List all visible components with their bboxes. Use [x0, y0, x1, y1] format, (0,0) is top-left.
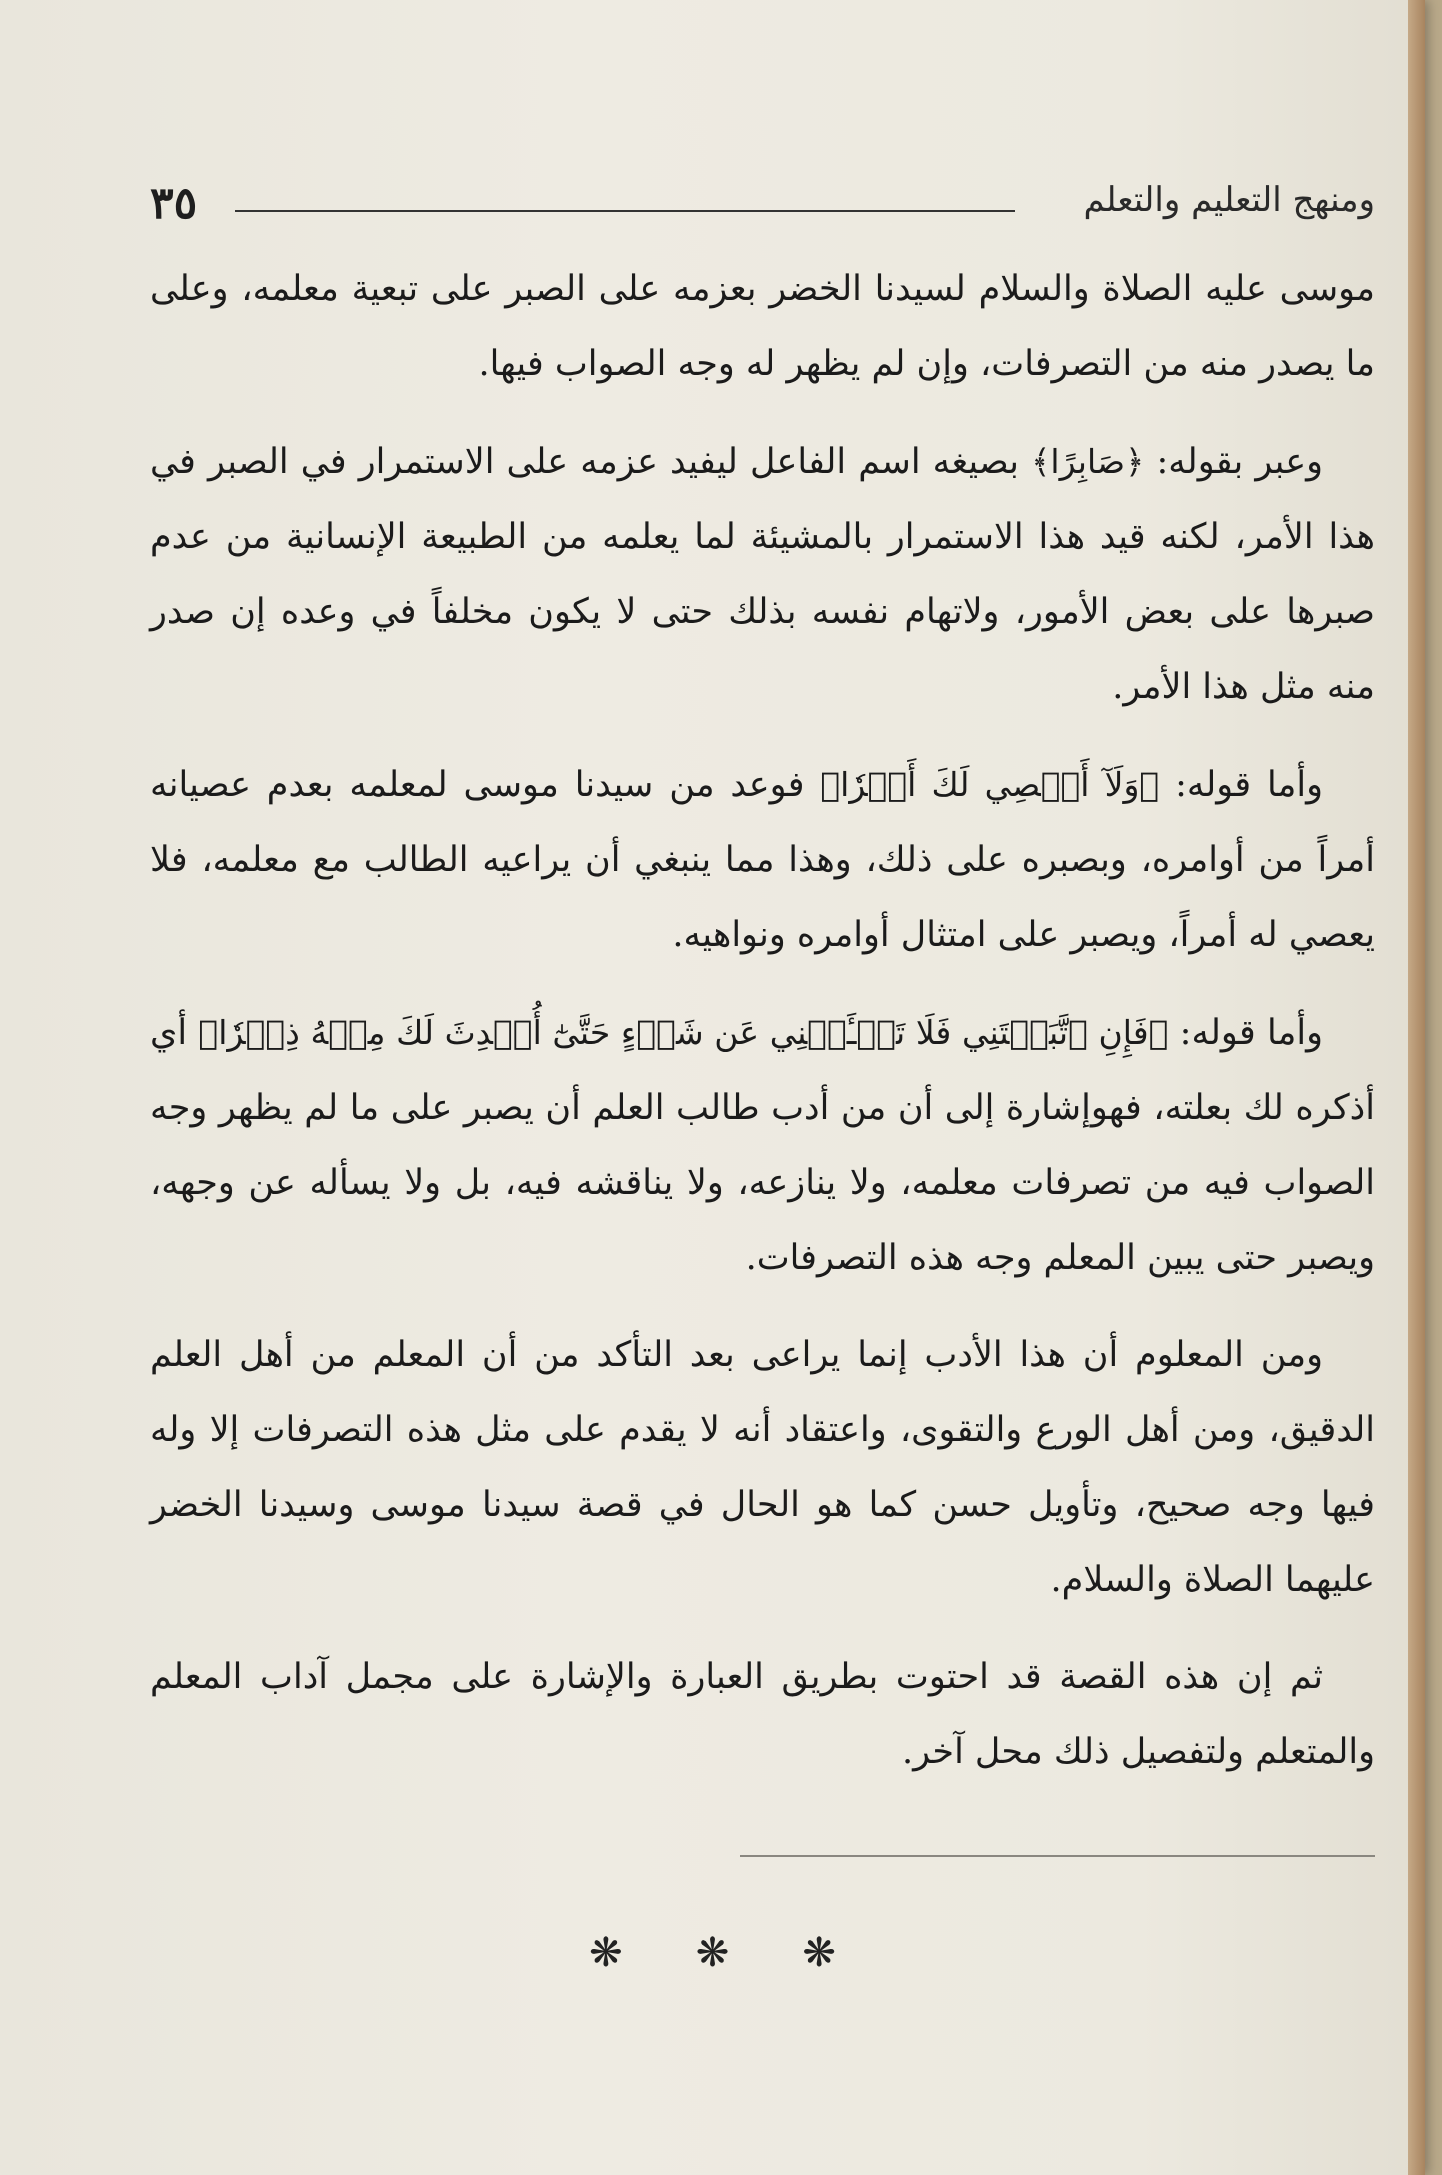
- body-text: [150, 252, 1375, 1812]
- paragraph-4: [150, 995, 1375, 1296]
- paragraph-2-body: بصيغه اسم الفاعل ليفيد عزمه على الاستمرار في الصبر في هذا الأمر، لكنه قيد هذا الاستمرار بالمشيئة لما يعلمه من الطبيعة الإنسانية من عدم صبرها على بعض الأمور، ولاتهام نفسه بذلك حتى لا يكون مخلفاً في وعده إن صدر منه مثل هذا الأمر.: [150, 442, 1375, 707]
- paragraph-3: [150, 747, 1375, 973]
- section-ornaments: [0, 1930, 1425, 1976]
- ornament-icon: ❋: [589, 1930, 623, 1976]
- paragraph-3-body: فوعد من سيدنا موسى لمعلمه بعدم عصيانه أمراً من أوامره، وبصبره على ذلك، وهذا مما ينبغي أن يراعيه الطالب مع معلمه، فلا يعصي له أمراً، ويصبر على امتثال أوامره ونواهيه.: [150, 765, 1375, 955]
- ornament-icon: ❋: [695, 1930, 730, 1976]
- quran-quote: ﴿وَلَآ أَعۡصِي لَكَ أَمۡرٗا﴾: [820, 765, 1160, 804]
- page-edge: [1408, 0, 1425, 2175]
- paragraph-4-body: أي أذكره لك بعلته، فهوإشارة إلى أن من أدب طالب العلم أن يصبر على ما لم يظهر وجه الصواب فيه من تصرفات معلمه، ولا ينازعه، ولا يناقشه فيه، بل ولا يسأله عن وجهه، ويصبر حتى يبين المعلم وجه هذه التصرفات.: [150, 1013, 1375, 1278]
- paragraph-4-lead: وأما قوله:: [1168, 1013, 1323, 1053]
- paragraph-3-lead: وأما قوله:: [1159, 765, 1324, 805]
- paragraph-2-lead: وعبر بقوله:: [1144, 442, 1323, 482]
- running-title: ومنهج التعليم والتعلم: [1083, 180, 1375, 220]
- page-header: [150, 178, 1375, 238]
- quran-quote: ﴿صَابِرًا﴾: [1031, 442, 1145, 481]
- paragraph-2: [150, 424, 1375, 725]
- paragraph-6: ثم إن هذه القصة قد احتوت بطريق العبارة والإشارة على مجمل آداب المعلم والمتعلم ولتفصيل ذلك محل آخر.: [150, 1657, 1375, 1772]
- header-rule: [235, 210, 1015, 212]
- paragraph-1: موسى عليه الصلاة والسلام لسيدنا الخضر بعزمه على الصبر على تبعية معلمه، وعلى ما يصدر منه من التصرفات، وإن لم يظهر له وجه الصواب فيها.: [150, 269, 1375, 384]
- footnote-rule: [740, 1855, 1375, 1857]
- paragraph-5: ومن المعلوم أن هذا الأدب إنما يراعى بعد التأكد من أن المعلم من أهل العلم الدقيق، ومن أهل الورع والتقوى، واعتقاد أنه لا يقدم على مثل هذه التصرفات إلا وله فيها وجه صحيح، وتأويل حسن كما هو الحال في قصة سيدنا موسى وسيدنا الخضر عليهما الصلاة والسلام.: [150, 1335, 1375, 1600]
- page-number: ٣٥: [150, 178, 198, 229]
- quran-quote: ﴿فَإِنِ ٱتَّبَعۡتَنِي فَلَا تَسۡـَٔلۡنِي عَن شَيۡءٍ حَتَّىٰٓ أُحۡدِثَ لَكَ مِنۡهُ ذِكۡرٗا﴾: [198, 1013, 1169, 1052]
- ornament-icon: ❋: [802, 1930, 836, 1976]
